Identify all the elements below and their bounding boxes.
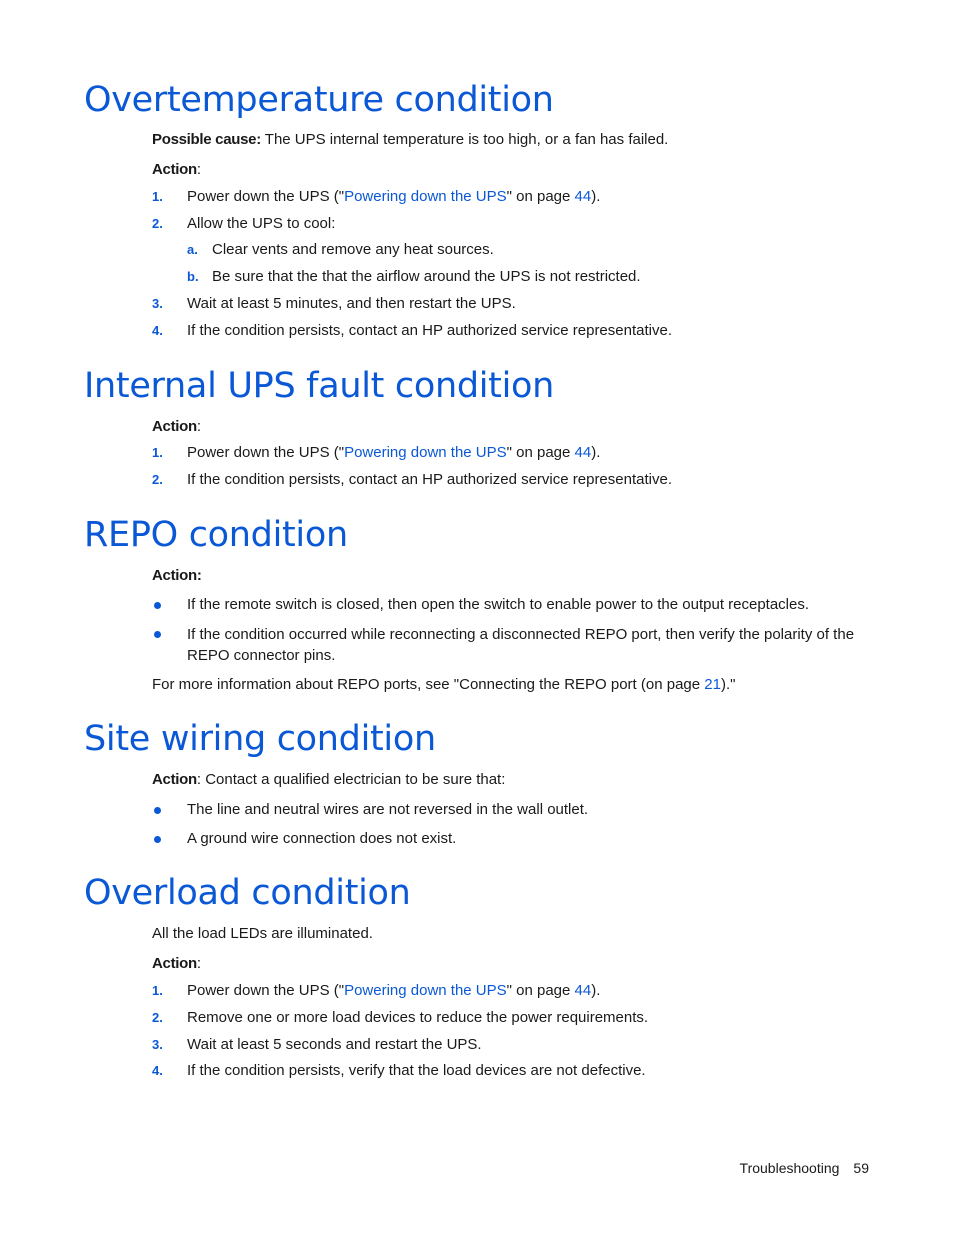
action-label <box>152 566 202 586</box>
action-colon: : <box>196 955 202 972</box>
action-label <box>152 160 201 180</box>
heading-repo-condition: REPO condition <box>84 515 348 555</box>
overload-intro: All the load LEDs are illuminated. <box>152 925 373 942</box>
step-text <box>187 443 600 463</box>
action-text: : Contact a qualified electrician to be sure that: <box>196 771 506 788</box>
link-page-44[interactable]: 44 <box>574 982 592 999</box>
step-text-post: ). <box>591 982 601 999</box>
step-number: 2. <box>152 1010 163 1025</box>
step-text: Allow the UPS to cool: <box>187 215 336 232</box>
step-number: 2. <box>152 472 163 487</box>
action-colon: : <box>196 161 202 178</box>
step-text: Wait at least 5 minutes, and then restart the UPS. <box>187 295 516 312</box>
step-text-post: ). <box>591 188 601 205</box>
step-number: 2. <box>152 216 163 231</box>
step-number: 3. <box>152 1037 163 1052</box>
action-label <box>152 954 201 974</box>
page-footer <box>740 1158 869 1178</box>
possible-cause-text: The UPS internal temperature is too high, or a fan has failed. <box>260 131 669 148</box>
action-label-text: Action <box>152 771 197 788</box>
bullet-text: If the condition occurred while reconnecting a disconnected REPO port, then verify the polarity of the REPO connector pins. <box>187 626 855 664</box>
heading-site-wiring: Site wiring condition <box>84 719 436 759</box>
step-text: Wait at least 5 seconds and restart the UPS. <box>187 1036 482 1053</box>
step-text-pre: Power down the UPS (" <box>187 444 345 461</box>
step-text <box>187 981 600 1001</box>
bullet-icon <box>154 631 161 638</box>
footer-section: Troubleshooting <box>739 1160 840 1176</box>
step-number: 1. <box>152 983 163 998</box>
action-label-text: Action <box>152 161 197 178</box>
link-powering-down-ups[interactable]: Powering down the UPS <box>344 188 507 205</box>
step-number: 4. <box>152 323 163 338</box>
step-text: Clear vents and remove any heat sources. <box>212 241 494 258</box>
step-text-post: ). <box>591 444 601 461</box>
action-label-text: Action <box>152 418 197 435</box>
step-text-pre: Power down the UPS (" <box>187 982 345 999</box>
step-text: If the condition persists, contact an HP authorized service representative. <box>187 471 672 488</box>
action-label-text: Action: <box>152 567 202 584</box>
repo-note-end: )." <box>720 676 736 693</box>
action-label <box>152 417 201 437</box>
repo-note <box>152 675 735 695</box>
link-page-44[interactable]: 44 <box>574 444 592 461</box>
bullet-text: If the remote switch is closed, then open the switch to enable power to the output receptacles. <box>187 596 810 613</box>
link-powering-down-ups[interactable]: Powering down the UPS <box>344 444 507 461</box>
step-letter: b. <box>187 269 199 284</box>
link-page-21[interactable]: 21 <box>704 676 721 693</box>
heading-internal-ups-fault: Internal UPS fault condition <box>84 366 555 406</box>
possible-cause-label: Possible cause: <box>152 131 261 148</box>
bullet-icon <box>154 836 161 843</box>
step-letter: a. <box>187 242 198 257</box>
step-text-pre: Power down the UPS (" <box>187 188 345 205</box>
step-number: 1. <box>152 445 163 460</box>
bullet-icon <box>154 602 161 609</box>
action-label-text: Action <box>152 955 197 972</box>
bullet-icon <box>154 807 161 814</box>
step-number: 3. <box>152 296 163 311</box>
step-text: Be sure that the that the airflow around the UPS is not restricted. <box>212 268 641 285</box>
heading-overload: Overload condition <box>84 873 411 913</box>
footer-page-number: 59 <box>853 1160 869 1176</box>
heading-overtemperature: Overtemperature condition <box>84 80 554 120</box>
step-number: 1. <box>152 189 163 204</box>
step-number: 4. <box>152 1063 163 1078</box>
step-text: Remove one or more load devices to reduce the power requirements. <box>187 1009 649 1026</box>
step-text-mid: " on page <box>506 982 575 999</box>
step-text: If the condition persists, contact an HP authorized service representative. <box>187 322 672 339</box>
action-line <box>152 770 505 790</box>
possible-cause <box>152 130 668 150</box>
link-page-44[interactable]: 44 <box>574 188 592 205</box>
bullet-text: The line and neutral wires are not reversed in the wall outlet. <box>187 801 589 818</box>
action-colon: : <box>196 418 202 435</box>
link-powering-down-ups[interactable]: Powering down the UPS <box>344 982 507 999</box>
step-text: If the condition persists, verify that the load devices are not defective. <box>187 1062 646 1079</box>
bullet-text: A ground wire connection does not exist. <box>187 830 457 847</box>
repo-note-text: For more information about REPO ports, see "Connecting the REPO port (on page <box>152 676 705 693</box>
step-text <box>187 187 600 207</box>
step-text-mid: " on page <box>506 188 575 205</box>
step-text-mid: " on page <box>506 444 575 461</box>
